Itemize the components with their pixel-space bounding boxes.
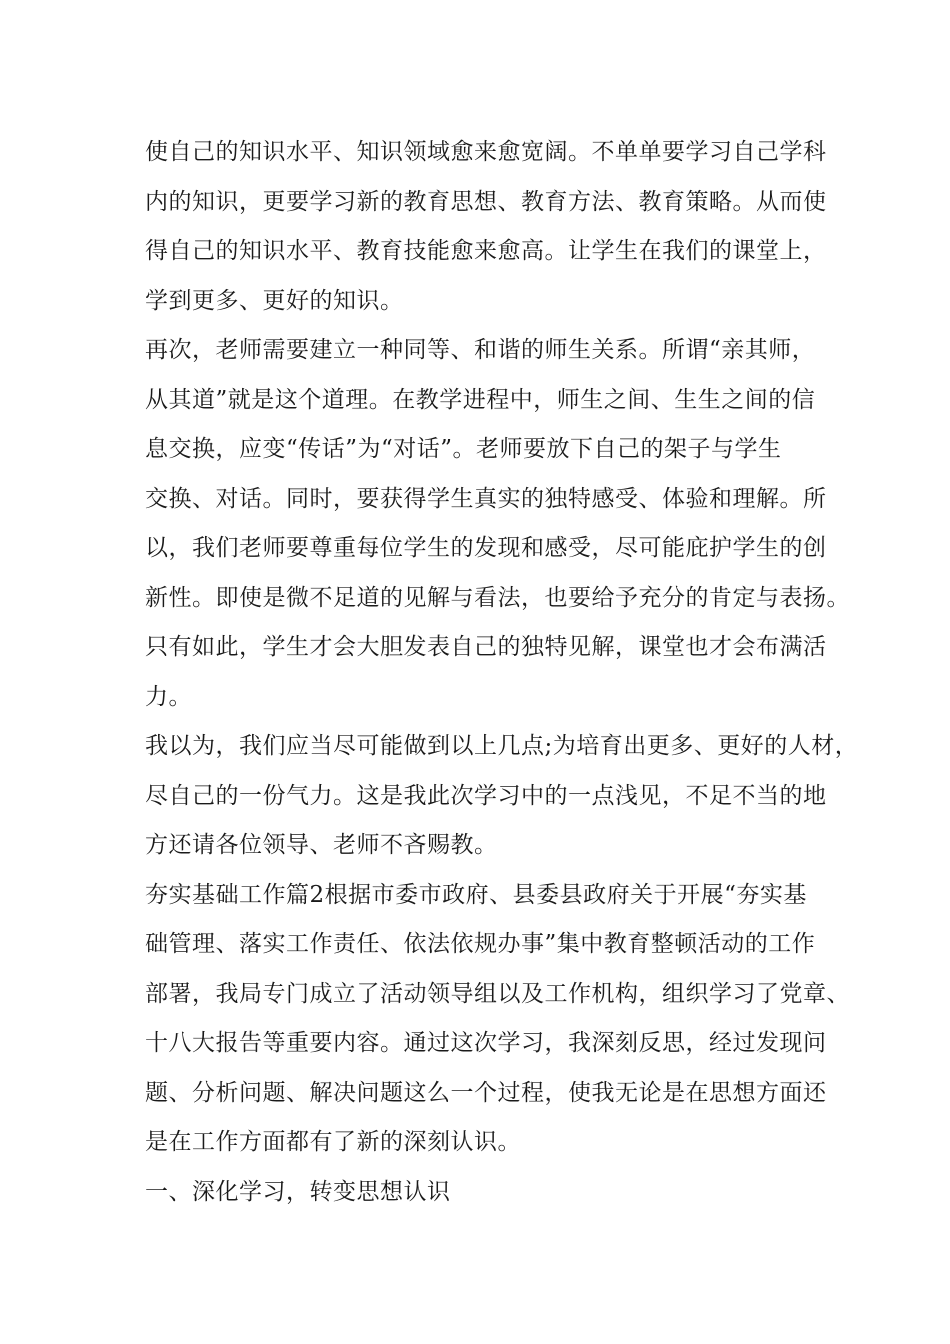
text-line: 力。 <box>145 683 192 710</box>
text-line: 从其道”就是这个道理。在教学进程中，师生之间、生生之间的信 <box>145 386 816 413</box>
text-line: 交换、对话。同时，要获得学生真实的独特感受、体验和理解。所 <box>145 485 827 512</box>
text-line: 得自己的知识水平、教育技能愈来愈高。让学生在我们的课堂上， <box>145 238 827 264</box>
section-heading: 一、深化学习，转变思想认识 <box>145 1178 451 1205</box>
text-line: 是在工作方面都有了新的深刻认识。 <box>145 1129 521 1155</box>
text-line: 夯实基础工作篇2根据市委市政府、县委县政府关于开展“夯实基 <box>145 881 807 908</box>
text-line: 以，我们老师要尊重每位学生的发现和感受，尽可能庇护学生的创 <box>145 535 827 561</box>
text-line: 尽自己的一份气力。这是我此次学习中的一点浅见，不足不当的地 <box>145 782 827 809</box>
text-line: 使自己的知识水平、知识领域愈来愈宽阔。不单单要学习自己学科 <box>145 139 827 165</box>
text-line: 方还请各位领导、老师不吝赐教。 <box>145 832 498 858</box>
text-line: 我以为，我们应当尽可能做到以上几点;为培育出更多、更好的人材， <box>145 733 859 759</box>
text-line: 十八大报告等重要内容。通过这次学习，我深刻反思，经过发现问 <box>145 1030 827 1056</box>
text-line: 内的知识，更要学习新的教育思想、教育方法、教育策略。从而使 <box>145 188 827 215</box>
text-line: 息交换，应变“传话”为“对话”。老师要放下自己的架子与学生 <box>145 436 782 462</box>
text-line: 新性。即使是微不足道的见解与看法，也要给予充分的肯定与表扬。 <box>145 584 850 611</box>
text-line: 础管理、落实工作责任、依法依规办事”集中教育整顿活动的工作 <box>145 931 816 957</box>
document-body <box>145 128 859 1217</box>
text-line: 再次，老师需要建立一种同等、和谐的师生关系。所谓“亲其师， <box>145 337 816 363</box>
text-line: 学到更多、更好的知识。 <box>145 287 404 314</box>
text-line: 题、分析问题、解决问题这么一个过程，使我无论是在思想方面还 <box>145 1079 827 1106</box>
text-line: 部署，我局专门成立了活动领导组以及工作机构，组织学习了党章、 <box>145 980 850 1007</box>
text-line: 只有如此，学生才会大胆发表自己的独特见解，课堂也才会布满活 <box>145 634 827 660</box>
